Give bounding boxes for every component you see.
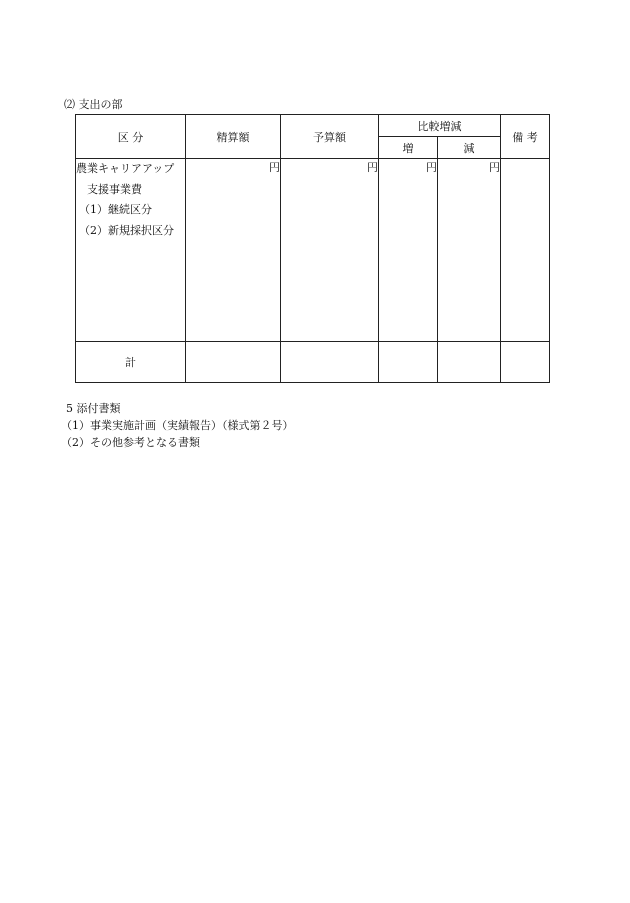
- attachment-item-1: （1）事業実施計画（実績報告）（様式第２号）: [61, 419, 294, 432]
- row-item-new: （2）新規採択区分: [79, 223, 174, 237]
- body-row: [76, 159, 550, 342]
- unit-yen: 円: [269, 161, 280, 174]
- header-zou: 増: [379, 137, 438, 159]
- yosan-amount-cell: [281, 159, 379, 342]
- kubun-cell: [76, 159, 186, 342]
- attachment-item-2: （2）その他参考となる書類: [61, 436, 200, 449]
- unit-yen: 円: [489, 161, 500, 174]
- biko-cell: [501, 159, 550, 342]
- total-zou-cell: [379, 342, 438, 383]
- row-item-sub: 支援事業費: [87, 182, 142, 196]
- attachments-heading: 5 添付書類: [66, 402, 121, 415]
- header-kubun: 区 分: [76, 115, 186, 159]
- total-biko-cell: [501, 342, 550, 383]
- row-item-continuing: （1）継続区分: [79, 203, 152, 216]
- seisan-amount-cell: [186, 159, 281, 342]
- total-label: 計: [76, 342, 186, 383]
- unit-yen: 円: [426, 161, 437, 174]
- header-seisan: 精算額: [186, 115, 281, 159]
- unit-yen: 円: [367, 161, 378, 174]
- gen-amount-cell: [438, 159, 501, 342]
- header-biko: 備 考: [501, 115, 550, 159]
- total-row: [76, 342, 550, 383]
- expenditure-table: [75, 114, 550, 383]
- attachments-section: [61, 400, 294, 451]
- header-hikaku: 比較増減: [379, 115, 501, 137]
- zou-amount-cell: [379, 159, 438, 342]
- total-seisan-cell: [186, 342, 281, 383]
- total-yosan-cell: [281, 342, 379, 383]
- total-gen-cell: [438, 342, 501, 383]
- header-row-1: [76, 115, 550, 137]
- row-item-main: 農業キャリアアップ: [76, 162, 175, 175]
- header-yosan: 予算額: [281, 115, 379, 159]
- section-heading: ⑵ 支出の部: [64, 98, 123, 111]
- header-gen: 減: [438, 137, 501, 159]
